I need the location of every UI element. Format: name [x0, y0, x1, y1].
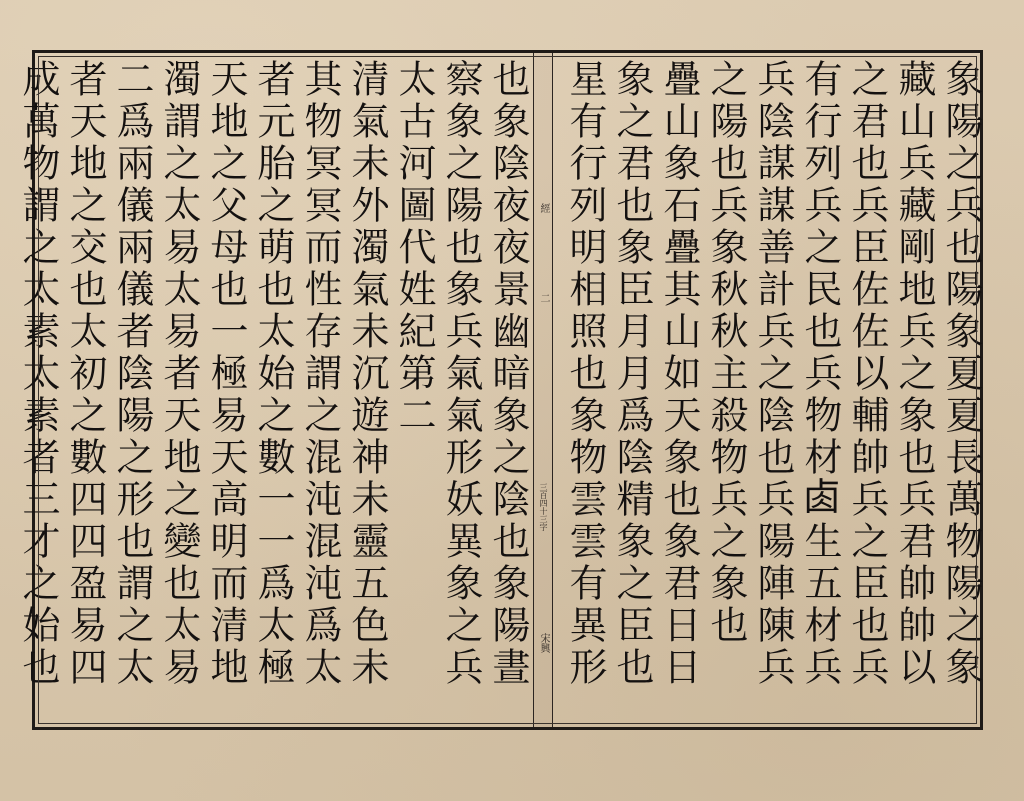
fold-note: 宋興	[538, 633, 549, 653]
text-column: 者天地之交也太初之數四四盈易四	[63, 59, 107, 689]
text-column: 有行列兵之民也兵物材𠧪生五材兵	[798, 59, 842, 689]
text-column: 藏山兵藏剛地兵之象也兵君帥帥以	[892, 59, 936, 689]
text-column: 成萬物謂之太素太素者三才之始也	[16, 59, 60, 689]
text-column: 星有行列明相照也象物雲雲有異形	[563, 59, 607, 689]
text-column: 象之君也象臣月月爲陰精象之臣也	[610, 59, 654, 689]
text-column: 者元胎之萌也太始之數一一爲太極	[251, 59, 295, 689]
text-column: 也象陰夜夜景幽暗象之陰也象陽晝	[486, 59, 530, 689]
text-column: 之陽也兵象秋秋主殺物兵之象也	[704, 59, 748, 647]
fold-note: 二	[538, 293, 549, 303]
text-column: 清氣未外濁氣未沉遊神未靈五色未	[345, 59, 389, 689]
text-column: 疊山象石疊其山如天象也象君日日	[657, 59, 701, 689]
chapter-heading: 太古河圖代姓紀第二	[392, 59, 436, 437]
text-column: 其物冥冥而性存謂之混沌混沌爲太	[298, 59, 342, 689]
text-column: 之君也兵臣佐佐以輔帥兵之臣也兵	[845, 59, 889, 689]
text-column: 濁謂之太易太易者天地之變也太易	[157, 59, 201, 689]
text-column: 兵陰謀謀善計兵之陰也兵陽陣陳兵	[751, 59, 795, 689]
text-column: 象陽之兵也陽象夏夏長萬物陽之象	[939, 59, 983, 689]
text-column: 二爲兩儀兩儀者陰陽之形也謂之太	[110, 59, 154, 689]
text-column: 察象之陽也象兵氣氣形妖異象之兵	[439, 59, 483, 689]
center-fold	[533, 53, 553, 727]
fold-note: 經	[538, 203, 549, 213]
text-frame	[16, 50, 983, 730]
fold-note: 三百四十三字	[539, 483, 548, 531]
text-column: 天地之父母也一極易天高明而清地	[204, 59, 248, 689]
